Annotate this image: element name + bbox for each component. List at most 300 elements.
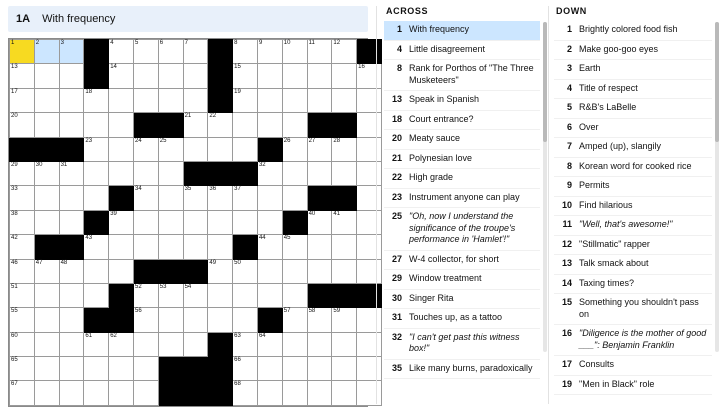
- grid-cell[interactable]: [84, 88, 109, 112]
- across-clue-item[interactable]: [384, 150, 540, 170]
- grid-cell[interactable]: [183, 235, 208, 259]
- grid-cell[interactable]: [59, 40, 84, 64]
- grid-cell-block: [307, 113, 332, 137]
- down-clue-text: Brightly colored food fish: [579, 24, 678, 34]
- grid-cell[interactable]: [133, 210, 158, 234]
- grid-cell[interactable]: [84, 259, 109, 283]
- grid-cell[interactable]: [133, 40, 158, 64]
- grid-cell-number: 42: [11, 235, 18, 242]
- grid-cell[interactable]: [158, 210, 183, 234]
- grid-cell[interactable]: [59, 283, 84, 307]
- grid-cell[interactable]: [158, 137, 183, 161]
- grid-cell[interactable]: [257, 40, 282, 64]
- grid-cell[interactable]: [10, 259, 35, 283]
- grid-cell-number: 12: [333, 40, 341, 46]
- grid-cell[interactable]: [34, 64, 59, 88]
- grid-cell-number: 60: [11, 332, 18, 339]
- grid-cell-number: 10: [283, 40, 291, 46]
- grid-cell[interactable]: [133, 283, 158, 307]
- down-clue-number: 17: [561, 359, 572, 369]
- grid-cell[interactable]: [233, 357, 258, 381]
- down-clue-item[interactable]: [554, 216, 712, 236]
- grid-cell[interactable]: [307, 161, 332, 185]
- grid-cell[interactable]: [257, 161, 282, 185]
- down-clue-item[interactable]: [554, 119, 712, 139]
- across-clue-number: 4: [396, 43, 402, 54]
- grid-cell[interactable]: [109, 332, 134, 356]
- grid-cell[interactable]: [34, 210, 59, 234]
- grid-cell[interactable]: [133, 332, 158, 356]
- down-clue-item[interactable]: [554, 294, 712, 325]
- grid-cell[interactable]: [109, 210, 134, 234]
- grid-cell-number: 18: [85, 88, 93, 95]
- grid-cell[interactable]: [257, 210, 282, 234]
- grid-cell[interactable]: [233, 210, 258, 234]
- grid-cell[interactable]: [109, 381, 134, 405]
- grid-row: [10, 308, 382, 332]
- across-clue-number: 32: [391, 331, 402, 342]
- across-clue-text: Meaty sauce: [409, 133, 461, 143]
- grid-cell-number: 55: [11, 308, 18, 315]
- grid-cell[interactable]: [208, 235, 233, 259]
- grid-cell[interactable]: [133, 381, 158, 405]
- grid-cell[interactable]: [282, 186, 307, 210]
- down-clue-text: Talk smack about: [579, 258, 649, 268]
- grid-cell[interactable]: [282, 64, 307, 88]
- grid-cell-number: 58: [308, 308, 316, 315]
- grid-cell[interactable]: [332, 40, 357, 64]
- grid-cell-number: 64: [258, 332, 266, 339]
- grid-cell[interactable]: [133, 235, 158, 259]
- grid-cell[interactable]: [208, 186, 233, 210]
- grid-cell[interactable]: [282, 308, 307, 332]
- across-scrollbar-thumb[interactable]: [543, 22, 547, 142]
- down-clue-item[interactable]: [554, 21, 712, 41]
- grid-cell[interactable]: [109, 161, 134, 185]
- clue-lists: [376, 0, 720, 404]
- down-clue-item[interactable]: [554, 356, 712, 376]
- down-clue-item[interactable]: [554, 255, 712, 275]
- grid-cell-block: [158, 259, 183, 283]
- grid-row: [10, 113, 382, 137]
- grid-cell[interactable]: [10, 210, 35, 234]
- grid-cell[interactable]: [59, 88, 84, 112]
- grid-cell-number: 8: [234, 40, 238, 46]
- grid-cell-block: [158, 357, 183, 381]
- grid-cell[interactable]: [84, 161, 109, 185]
- grid-cell[interactable]: [109, 259, 134, 283]
- grid-cell-block: [208, 332, 233, 356]
- grid-cell[interactable]: [10, 308, 35, 332]
- grid-cell[interactable]: [10, 186, 35, 210]
- grid-cell[interactable]: [233, 88, 258, 112]
- grid-row: [10, 235, 382, 259]
- grid-cell[interactable]: [332, 64, 357, 88]
- grid-cell[interactable]: [282, 235, 307, 259]
- grid-cell-number: 4: [110, 40, 114, 46]
- grid-cell-block: [208, 357, 233, 381]
- down-clue-item[interactable]: [554, 177, 712, 197]
- grid-cell[interactable]: [307, 40, 332, 64]
- grid-cell[interactable]: [34, 40, 59, 64]
- grid-cell[interactable]: [158, 161, 183, 185]
- grid-cell[interactable]: [307, 308, 332, 332]
- across-clue-item[interactable]: [384, 251, 540, 271]
- grid-cell-number: 43: [85, 235, 93, 242]
- grid-cell-number: 17: [11, 88, 18, 95]
- grid-cell[interactable]: [183, 137, 208, 161]
- grid-cell[interactable]: [233, 381, 258, 405]
- grid-cell[interactable]: [183, 186, 208, 210]
- down-clue-text: "Diligence is the mother of good ___": Benjamin Franklin: [579, 328, 707, 350]
- grid-cell[interactable]: [109, 113, 134, 137]
- down-clue-text: Amped (up), slangily: [579, 141, 662, 151]
- down-clue-list[interactable]: [554, 21, 712, 395]
- across-clue-list[interactable]: [384, 21, 540, 379]
- grid-cell[interactable]: [59, 161, 84, 185]
- grid-cell[interactable]: [34, 259, 59, 283]
- grid-cell[interactable]: [109, 137, 134, 161]
- grid-cell[interactable]: [307, 137, 332, 161]
- grid-cell[interactable]: [233, 259, 258, 283]
- across-title: ACROSS: [386, 6, 429, 16]
- across-clue-text: W-4 collector, for short: [409, 253, 499, 264]
- grid-cell[interactable]: [183, 64, 208, 88]
- grid-cell[interactable]: [59, 381, 84, 405]
- down-clue-number: 13: [561, 258, 572, 268]
- down-clue-item[interactable]: [554, 158, 712, 178]
- across-clue-item[interactable]: [384, 60, 540, 91]
- grid-cell[interactable]: [208, 259, 233, 283]
- grid-cell[interactable]: [158, 235, 183, 259]
- grid-cell[interactable]: [158, 64, 183, 88]
- down-clue-item[interactable]: [554, 80, 712, 100]
- grid-cell[interactable]: [233, 64, 258, 88]
- across-clue-number: 8: [396, 63, 402, 73]
- grid-cell[interactable]: [10, 357, 35, 381]
- grid-cell[interactable]: [282, 357, 307, 381]
- grid-cell[interactable]: [307, 88, 332, 112]
- grid-cell[interactable]: [332, 259, 357, 283]
- grid-cell-number: 15: [234, 64, 241, 71]
- down-clue-number: 1: [566, 24, 572, 34]
- grid-cell[interactable]: [34, 332, 59, 356]
- grid-cell[interactable]: [158, 332, 183, 356]
- grid-cell[interactable]: [282, 40, 307, 64]
- grid-cell[interactable]: [307, 332, 332, 356]
- grid-cell[interactable]: [10, 161, 35, 185]
- down-clue-number: 4: [566, 82, 572, 93]
- across-clue-text: Instrument anyone can play: [409, 191, 520, 202]
- grid-cell[interactable]: [332, 161, 357, 185]
- down-clue-item[interactable]: [554, 236, 712, 256]
- grid-cell[interactable]: [84, 186, 109, 210]
- grid-cell[interactable]: [282, 113, 307, 137]
- grid-cell[interactable]: [257, 88, 282, 112]
- grid-cell[interactable]: [59, 210, 84, 234]
- grid-cell[interactable]: [84, 235, 109, 259]
- grid-cell[interactable]: [257, 64, 282, 88]
- grid-cell[interactable]: [233, 137, 258, 161]
- grid-cell[interactable]: [282, 332, 307, 356]
- across-clue-text: Window treatment: [409, 273, 482, 283]
- grid-cell-block: [233, 161, 258, 185]
- grid-cell-block: [183, 259, 208, 283]
- across-clue-item[interactable]: [384, 290, 540, 310]
- grid-cell-number: 5: [134, 40, 139, 46]
- grid-cell[interactable]: [257, 332, 282, 356]
- down-clue-item[interactable]: [554, 41, 712, 61]
- grid-cell[interactable]: [282, 88, 307, 112]
- grid-cell[interactable]: [208, 283, 233, 307]
- grid-cell[interactable]: [109, 88, 134, 112]
- grid-cell[interactable]: [307, 259, 332, 283]
- grid-cell[interactable]: [59, 357, 84, 381]
- grid-cell[interactable]: [257, 381, 282, 405]
- grid-row: [10, 137, 382, 161]
- grid-cell[interactable]: [282, 283, 307, 307]
- grid-row: [10, 332, 382, 356]
- down-clue-text: "Stillmatic" rapper: [579, 238, 650, 249]
- current-clue-bar[interactable]: [8, 6, 368, 32]
- across-clue-text: "I can't get past this witness box!": [409, 331, 520, 353]
- grid-cell[interactable]: [332, 88, 357, 112]
- down-clue-item[interactable]: [554, 99, 712, 119]
- across-clue-item[interactable]: [384, 309, 540, 329]
- grid-cell[interactable]: [158, 40, 183, 64]
- grid-cell-number: 26: [283, 137, 291, 144]
- grid-cell-number: 68: [234, 381, 241, 388]
- grid-cell[interactable]: [84, 381, 109, 405]
- down-clue-item[interactable]: [554, 325, 712, 356]
- grid-cell-block: [10, 137, 35, 161]
- grid-cell[interactable]: [84, 357, 109, 381]
- grid-cell-block: [208, 64, 233, 88]
- grid-cell[interactable]: [59, 259, 84, 283]
- grid-cell[interactable]: [332, 137, 357, 161]
- grid-cell[interactable]: [158, 283, 183, 307]
- grid-cell[interactable]: [233, 283, 258, 307]
- grid-cell-number: 25: [159, 137, 167, 144]
- grid-cell[interactable]: [282, 259, 307, 283]
- grid-cell[interactable]: [307, 235, 332, 259]
- across-clue-text: Singer Rita: [409, 292, 454, 303]
- grid-cell[interactable]: [109, 357, 134, 381]
- grid-cell[interactable]: [158, 308, 183, 332]
- across-scrollbar[interactable]: [543, 22, 547, 352]
- grid-cell[interactable]: [282, 137, 307, 161]
- across-clue-item[interactable]: [384, 189, 540, 209]
- down-clue-number: 2: [566, 43, 572, 54]
- grid-cell[interactable]: [133, 161, 158, 185]
- grid-cell[interactable]: [133, 186, 158, 210]
- across-clue-item[interactable]: [384, 360, 540, 380]
- grid-cell[interactable]: [84, 113, 109, 137]
- grid-cell-block: [109, 186, 134, 210]
- grid-cell[interactable]: [133, 64, 158, 88]
- across-clue-item[interactable]: [384, 130, 540, 150]
- grid-cell-number: 63: [234, 332, 241, 339]
- across-clue-item[interactable]: [384, 208, 540, 251]
- down-clue-text: Something you shouldn't pass on: [579, 297, 699, 319]
- grid-cell[interactable]: [34, 88, 59, 112]
- grid-cell[interactable]: [208, 113, 233, 137]
- grid-cell[interactable]: [59, 308, 84, 332]
- grid-cell[interactable]: [34, 186, 59, 210]
- down-clue-item[interactable]: [554, 138, 712, 158]
- down-column: [548, 6, 720, 404]
- grid-cell-number: 27: [308, 137, 316, 144]
- grid-cell[interactable]: [84, 332, 109, 356]
- grid-cell-number: 6: [159, 40, 164, 46]
- grid-cell[interactable]: [183, 283, 208, 307]
- down-clue-item[interactable]: [554, 60, 712, 80]
- grid-cell[interactable]: [34, 381, 59, 405]
- grid-cell[interactable]: [257, 235, 282, 259]
- grid-cell[interactable]: [332, 381, 357, 405]
- grid-cell-number: 2: [35, 40, 40, 46]
- grid-cell[interactable]: [233, 113, 258, 137]
- grid-cell[interactable]: [10, 283, 35, 307]
- down-clue-number: 11: [562, 219, 572, 229]
- grid-cell-number: 56: [134, 308, 142, 315]
- grid-cell-block: [233, 235, 258, 259]
- grid-cell-block: [257, 137, 282, 161]
- grid-cell[interactable]: [10, 235, 35, 259]
- grid-cell[interactable]: [233, 332, 258, 356]
- grid-cell[interactable]: [10, 88, 35, 112]
- grid-cell[interactable]: [233, 186, 258, 210]
- grid-cell[interactable]: [208, 210, 233, 234]
- grid-cell[interactable]: [10, 40, 35, 64]
- grid-cell[interactable]: [133, 357, 158, 381]
- grid-cell[interactable]: [10, 332, 35, 356]
- grid-cell[interactable]: [307, 64, 332, 88]
- grid-cell[interactable]: [257, 259, 282, 283]
- grid-cell-number: 35: [184, 186, 192, 193]
- grid-cell[interactable]: [233, 40, 258, 64]
- down-clue-number: 14: [561, 277, 572, 288]
- grid-cell[interactable]: [183, 88, 208, 112]
- grid-cell[interactable]: [257, 283, 282, 307]
- grid-cell[interactable]: [59, 186, 84, 210]
- grid-row: [10, 186, 382, 210]
- grid-table[interactable]: [9, 39, 382, 406]
- grid-cell[interactable]: [257, 113, 282, 137]
- grid-cell-block: [34, 137, 59, 161]
- grid-cell[interactable]: [282, 161, 307, 185]
- grid-cell[interactable]: [332, 235, 357, 259]
- grid-cell-number: 9: [258, 40, 263, 46]
- down-scrollbar-thumb[interactable]: [715, 22, 719, 142]
- grid-cell[interactable]: [183, 308, 208, 332]
- grid-cell[interactable]: [133, 137, 158, 161]
- grid-cell[interactable]: [10, 381, 35, 405]
- across-clue-item[interactable]: [384, 169, 540, 189]
- grid-cell-number: 1: [11, 40, 15, 46]
- grid-cell-number: 46: [11, 259, 18, 266]
- grid-cell[interactable]: [307, 381, 332, 405]
- grid-cell[interactable]: [332, 210, 357, 234]
- grid-cell[interactable]: [307, 357, 332, 381]
- grid-cell[interactable]: [208, 308, 233, 332]
- crossword-grid[interactable]: [8, 38, 368, 407]
- across-clue-number: 20: [391, 133, 402, 143]
- grid-cell[interactable]: [332, 308, 357, 332]
- across-clue-number: 18: [391, 113, 402, 124]
- grid-cell[interactable]: [109, 235, 134, 259]
- grid-cell[interactable]: [10, 113, 35, 137]
- grid-cell[interactable]: [183, 332, 208, 356]
- grid-cell[interactable]: [183, 40, 208, 64]
- down-clue-item[interactable]: [554, 197, 712, 217]
- grid-cell[interactable]: [34, 283, 59, 307]
- grid-cell[interactable]: [332, 357, 357, 381]
- grid-cell[interactable]: [183, 210, 208, 234]
- grid-cell[interactable]: [233, 308, 258, 332]
- grid-cell-block: [133, 113, 158, 137]
- down-clue-item[interactable]: [554, 376, 712, 396]
- grid-cell[interactable]: [84, 283, 109, 307]
- across-clue-item[interactable]: [384, 270, 540, 290]
- across-clue-text: "Oh, now I understand the significance of the troupe's performance in 'Hamlet'!": [409, 211, 516, 244]
- grid-cell-block: [84, 210, 109, 234]
- across-clue-item[interactable]: [384, 41, 540, 61]
- grid-cell-number: 34: [134, 186, 142, 193]
- grid-cell[interactable]: [84, 137, 109, 161]
- grid-cell-number: 37: [234, 186, 241, 193]
- across-clue-item[interactable]: [384, 111, 540, 131]
- grid-cell[interactable]: [59, 113, 84, 137]
- grid-cell-number: 54: [184, 283, 192, 290]
- grid-cell[interactable]: [10, 64, 35, 88]
- grid-cell[interactable]: [158, 186, 183, 210]
- grid-cell-block: [59, 235, 84, 259]
- grid-cell[interactable]: [34, 357, 59, 381]
- down-clue-number: 15: [561, 297, 572, 307]
- grid-cell[interactable]: [332, 332, 357, 356]
- grid-cell[interactable]: [257, 186, 282, 210]
- down-scrollbar[interactable]: [715, 22, 719, 352]
- grid-cell[interactable]: [59, 332, 84, 356]
- across-clue-text: Speak in Spanish: [409, 94, 480, 104]
- grid-cell[interactable]: [109, 40, 134, 64]
- grid-cell-number: 20: [11, 113, 18, 120]
- down-clue-text: Find hilarious: [579, 199, 633, 210]
- grid-cell[interactable]: [158, 88, 183, 112]
- grid-cell[interactable]: [133, 88, 158, 112]
- across-clue-number: 35: [391, 362, 402, 373]
- grid-cell[interactable]: [183, 113, 208, 137]
- down-clue-number: 10: [561, 199, 572, 210]
- across-clue-item[interactable]: [384, 91, 540, 111]
- down-clue-number: 19: [561, 378, 572, 389]
- grid-cell[interactable]: [282, 381, 307, 405]
- grid-cell[interactable]: [34, 161, 59, 185]
- grid-cell[interactable]: [208, 137, 233, 161]
- grid-cell[interactable]: [133, 308, 158, 332]
- grid-cell[interactable]: [109, 64, 134, 88]
- down-clue-item[interactable]: [554, 275, 712, 295]
- grid-cell[interactable]: [59, 64, 84, 88]
- across-clue-item[interactable]: [384, 329, 540, 360]
- grid-cell[interactable]: [307, 210, 332, 234]
- across-clue-item[interactable]: [384, 21, 540, 41]
- grid-cell-block: [332, 113, 357, 137]
- grid-cell[interactable]: [34, 308, 59, 332]
- grid-cell[interactable]: [34, 113, 59, 137]
- grid-cell[interactable]: [257, 357, 282, 381]
